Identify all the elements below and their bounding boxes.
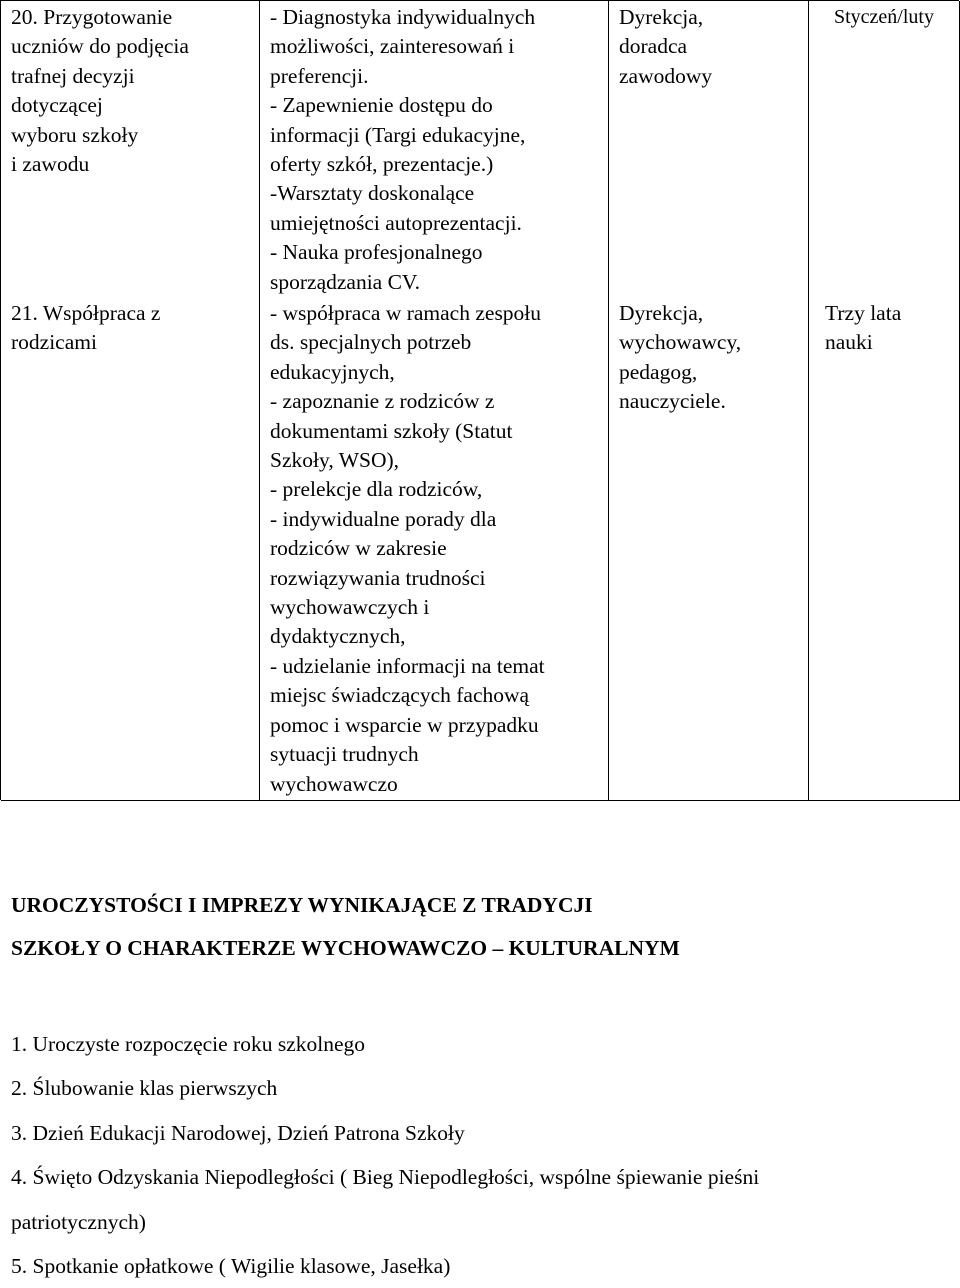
topic-row-21: 21. Współpraca z rodzicami — [11, 301, 161, 355]
section-heading-line-1: UROCZYSTOŚCI I IMPREZY WYNIKAJĄCE Z TRADYCJI — [11, 893, 593, 917]
responsible-row-20: Dyrekcja, doradca zawodowy — [619, 5, 713, 88]
term-row-20: Styczeń/luty — [834, 6, 934, 28]
list-item: patriotycznych) — [11, 1209, 146, 1234]
list-item: 5. Spotkanie opłatkowe ( Wigilie klasowe, Jasełka) — [11, 1254, 451, 1279]
term-column-cell — [809, 1, 960, 801]
list-item: 2. Ślubowanie klas pierwszych — [11, 1076, 278, 1101]
term-row-21: Trzy lata nauki — [825, 301, 902, 355]
list-item: 4. Święto Odzyskania Niepodległości ( Bieg Niepodległości, wspólne śpiewanie pieśni — [11, 1165, 760, 1190]
list-item: 3. Dzień Edukacji Narodowej, Dzień Patrona Szkoły — [11, 1120, 465, 1145]
events-list — [11, 1022, 951, 1288]
topic-column-cell — [1, 1, 260, 801]
responsible-column-cell — [609, 1, 809, 801]
section-heading-line-2 — [11, 933, 680, 963]
actions-row-21: - współpraca w ramach zespołu ds. specjalnych potrzeb edukacyjnych, - zapoznanie z rodziców z dokumentami szkoły (Statut Szkoły, WSO), - prelekcje dla rodziców, - indywidualne porady dla rodziców w zakresie rozwiązywania trudności wychowawczych i dydaktycznych, - udzielanie informacji na temat miejsc świadczących fachową pomoc i wsparcie w przypadku sytuacji trudnych wychowawczo — [270, 301, 545, 796]
actions-row-20: - Diagnostyka indywidualnych możliwości, zainteresowań i preferencji. - Zapewnienie dostępu do informacji (Targi edukacyjne, oferty szkół, prezentacje.) -Warsztaty doskonalące umiejętności autoprezentacji. - Nauka profesjonalnego sporządzania CV. — [270, 5, 536, 294]
heading-dash: – — [492, 936, 504, 960]
heading-part-b: KULTURALNYM — [503, 936, 680, 960]
topic-row-20: 20. Przygotowanie uczniów do podjęcia trafnej decyzji dotyczącej wyboru szkoły i zawodu — [11, 5, 189, 177]
actions-column-cell — [260, 1, 609, 801]
list-item: 1. Uroczyste rozpoczęcie roku szkolnego — [11, 1032, 366, 1056]
responsible-row-21: Dyrekcja, wychowawcy, pedagog, nauczyciele. — [619, 301, 742, 414]
heading-part-a: SZKOŁY O CHARAKTERZE WYCHOWAWCZO — [11, 936, 493, 960]
